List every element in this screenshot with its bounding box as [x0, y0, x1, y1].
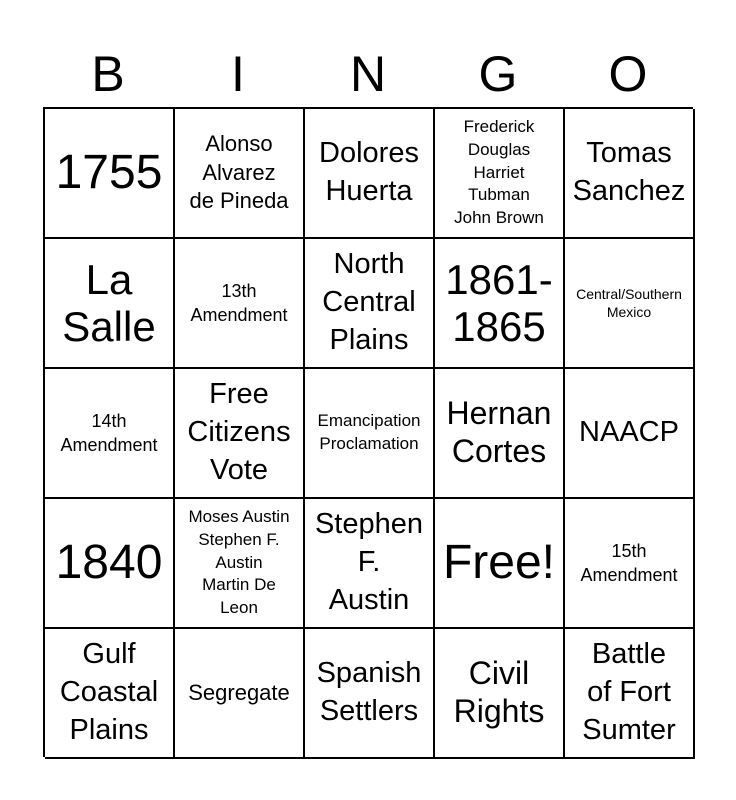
bingo-cell[interactable]: Tomas Sanchez: [565, 109, 695, 239]
bingo-cell[interactable]: Emancipation Proclamation: [305, 369, 435, 499]
bingo-cell[interactable]: La Salle: [45, 239, 175, 369]
bingo-cell[interactable]: Spanish Settlers: [305, 629, 435, 759]
bingo-cell[interactable]: NAACP: [565, 369, 695, 499]
header-letter-n: N: [349, 46, 387, 102]
bingo-cell[interactable]: Battle of Fort Sumter: [565, 629, 695, 759]
bingo-cell[interactable]: Hernan Cortes: [435, 369, 565, 499]
bingo-card: [43, 107, 693, 757]
bingo-cell[interactable]: Gulf Coastal Plains: [45, 629, 175, 759]
bingo-cell[interactable]: Segregate: [175, 629, 305, 759]
bingo-cell[interactable]: 1840: [45, 499, 175, 629]
bingo-cell[interactable]: 1755: [45, 109, 175, 239]
bingo-cell[interactable]: Frederick Douglas Harriet Tubman John Brown: [435, 109, 565, 239]
bingo-cell[interactable]: Civil Rights: [435, 629, 565, 759]
header-letter-b: B: [91, 46, 125, 102]
bingo-cell[interactable]: Central/Southern Mexico: [565, 239, 695, 369]
bingo-cell[interactable]: 15th Amendment: [565, 499, 695, 629]
bingo-cell[interactable]: Stephen F. Austin: [305, 499, 435, 629]
header-letter-g: G: [478, 46, 518, 102]
bingo-cell[interactable]: 14th Amendment: [45, 369, 175, 499]
bingo-cell[interactable]: Alonso Alvarez de Pineda: [175, 109, 305, 239]
header-letter-o: O: [608, 46, 648, 102]
bingo-cell[interactable]: North Central Plains: [305, 239, 435, 369]
header-letter-i: I: [231, 46, 245, 102]
bingo-cell[interactable]: Free Citizens Vote: [175, 369, 305, 499]
free-space-cell[interactable]: Free!: [435, 499, 565, 629]
bingo-cell[interactable]: 1861- 1865: [435, 239, 565, 369]
bingo-cell[interactable]: 13th Amendment: [175, 239, 305, 369]
bingo-cell[interactable]: Moses Austin Stephen F. Austin Martin De Leon: [175, 499, 305, 629]
bingo-cell[interactable]: Dolores Huerta: [305, 109, 435, 239]
bingo-header: [43, 40, 693, 108]
